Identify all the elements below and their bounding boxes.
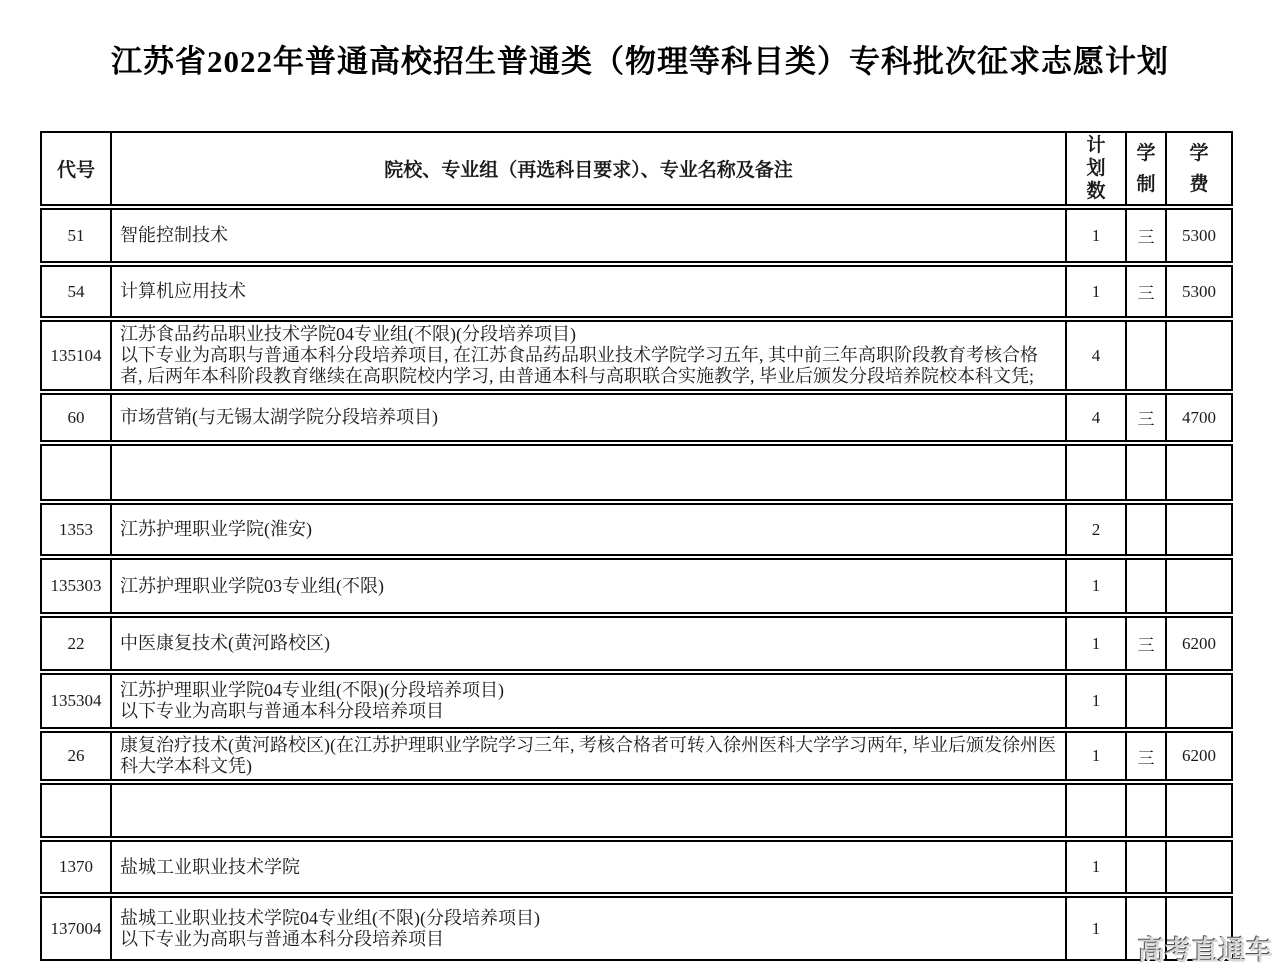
cell-duration: 三 — [1125, 731, 1165, 781]
cell-tuition: 5300 — [1165, 265, 1233, 318]
main-line: 江苏护理职业学院03专业组(不限) — [120, 575, 384, 596]
cell-main — [110, 731, 1065, 781]
cell-main — [110, 558, 1065, 614]
table-row — [40, 731, 1233, 781]
table-row — [40, 208, 1233, 263]
table-row — [40, 558, 1233, 614]
cell-main — [110, 783, 1065, 838]
header-main: 院校、专业组（再选科目要求）、专业名称及备注 — [110, 131, 1065, 206]
cell-duration — [1125, 840, 1165, 894]
cell-duration — [1125, 320, 1165, 391]
main-line: 以下专业为高职与普通本科分段培养项目 — [120, 701, 444, 721]
cell-code: 137004 — [40, 896, 110, 961]
cell-tuition — [1165, 444, 1233, 501]
cell-plan — [1065, 444, 1125, 501]
header-code: 代号 — [40, 131, 110, 206]
cell-duration: 三 — [1125, 265, 1165, 318]
cell-tuition — [1165, 840, 1233, 894]
main-line: 市场营销(与无锡太湖学院分段培养项目) — [120, 407, 438, 427]
cell-tuition: 4700 — [1165, 393, 1233, 442]
watermark: 高考直通车 — [1138, 936, 1273, 966]
main-line: 以下专业为高职与普通本科分段培养项目 — [120, 928, 444, 949]
cell-plan: 4 — [1065, 320, 1125, 391]
header-duration: 学制 — [1125, 131, 1165, 206]
cell-duration: 三 — [1125, 393, 1165, 442]
table-row-empty — [40, 783, 1233, 838]
table-row — [40, 320, 1233, 391]
cell-plan: 1 — [1065, 673, 1125, 729]
cell-code: 51 — [40, 208, 110, 263]
cell-main — [110, 265, 1065, 318]
cell-code: 54 — [40, 265, 110, 318]
cell-plan: 1 — [1065, 208, 1125, 263]
cell-duration — [1125, 558, 1165, 614]
cell-plan — [1065, 783, 1125, 838]
cell-tuition: 6200 — [1165, 616, 1233, 671]
table-row — [40, 265, 1233, 318]
cell-tuition — [1165, 783, 1233, 838]
cell-code: 60 — [40, 393, 110, 442]
cell-main — [110, 673, 1065, 729]
table-row — [40, 840, 1233, 894]
main-line: 江苏护理职业学院(淮安) — [120, 519, 312, 539]
cell-duration: 三 — [1125, 616, 1165, 671]
cell-code: 135304 — [40, 673, 110, 729]
cell-plan: 1 — [1065, 731, 1125, 781]
cell-code: 1370 — [40, 840, 110, 894]
cell-code: 135104 — [40, 320, 110, 391]
cell-duration: 三 — [1125, 208, 1165, 263]
header-tuition: 学费 — [1165, 131, 1233, 206]
plan-table — [40, 129, 1233, 963]
cell-main — [110, 616, 1065, 671]
table-header-row — [40, 131, 1233, 206]
cell-main — [110, 320, 1065, 391]
cell-tuition: 5300 — [1165, 208, 1233, 263]
main-line: 盐城工业职业技术学院 — [120, 856, 300, 877]
cell-code: 135303 — [40, 558, 110, 614]
cell-code — [40, 444, 110, 501]
cell-plan: 4 — [1065, 393, 1125, 442]
cell-duration — [1125, 444, 1165, 501]
cell-main — [110, 503, 1065, 556]
main-line: 盐城工业职业技术学院04专业组(不限)(分段培养项目) — [120, 907, 540, 928]
cell-tuition — [1165, 558, 1233, 614]
main-line: 智能控制技术 — [120, 225, 228, 245]
main-line: 康复治疗技术(黄河路校区)(在江苏护理职业学院学习三年, 考核合格者可转入徐州医科大学学习两年, 毕业后颁发徐州医科大学本科文凭) — [120, 735, 1056, 776]
table-row — [40, 616, 1233, 671]
cell-tuition — [1165, 320, 1233, 391]
page-title: 江苏省2022年普通高校招生普通类（物理等科目类）专科批次征求志愿计划 — [111, 44, 1169, 79]
header-plan-count: 计划数 — [1065, 131, 1125, 206]
cell-code: 1353 — [40, 503, 110, 556]
main-line: 江苏护理职业学院04专业组(不限)(分段培养项目) — [120, 680, 504, 700]
cell-main — [110, 840, 1065, 894]
cell-duration — [1125, 503, 1165, 556]
cell-main — [110, 393, 1065, 442]
cell-plan: 1 — [1065, 616, 1125, 671]
cell-duration — [1125, 673, 1165, 729]
table-row — [40, 393, 1233, 442]
table-row — [40, 673, 1233, 729]
cell-tuition — [1165, 673, 1233, 729]
cell-code: 26 — [40, 731, 110, 781]
cell-plan: 2 — [1065, 503, 1125, 556]
cell-main — [110, 896, 1065, 961]
cell-duration — [1125, 783, 1165, 838]
main-line: 计算机应用技术 — [120, 281, 246, 301]
table-row — [40, 896, 1233, 961]
cell-main — [110, 208, 1065, 263]
cell-plan: 1 — [1065, 896, 1125, 961]
main-line: 以下专业为高职与普通本科分段培养项目, 在江苏食品药品职业技术学院学习五年, 其中前三年高职阶段教育考核合格者, 后两年本科阶段教育继续在高职院校内学习, 由普通本科与高职联合实施教学, 毕业后颁发分段培养院校本科文凭; — [120, 345, 1038, 386]
cell-code: 22 — [40, 616, 110, 671]
main-line: 中医康复技术(黄河路校区) — [120, 633, 330, 653]
cell-tuition — [1165, 503, 1233, 556]
main-line: 江苏食品药品职业技术学院04专业组(不限)(分段培养项目) — [120, 324, 576, 344]
table-row-empty — [40, 444, 1233, 501]
cell-code — [40, 783, 110, 838]
cell-main — [110, 444, 1065, 501]
cell-tuition: 6200 — [1165, 731, 1233, 781]
cell-plan: 1 — [1065, 840, 1125, 894]
cell-plan: 1 — [1065, 265, 1125, 318]
cell-plan: 1 — [1065, 558, 1125, 614]
table-row — [40, 503, 1233, 556]
